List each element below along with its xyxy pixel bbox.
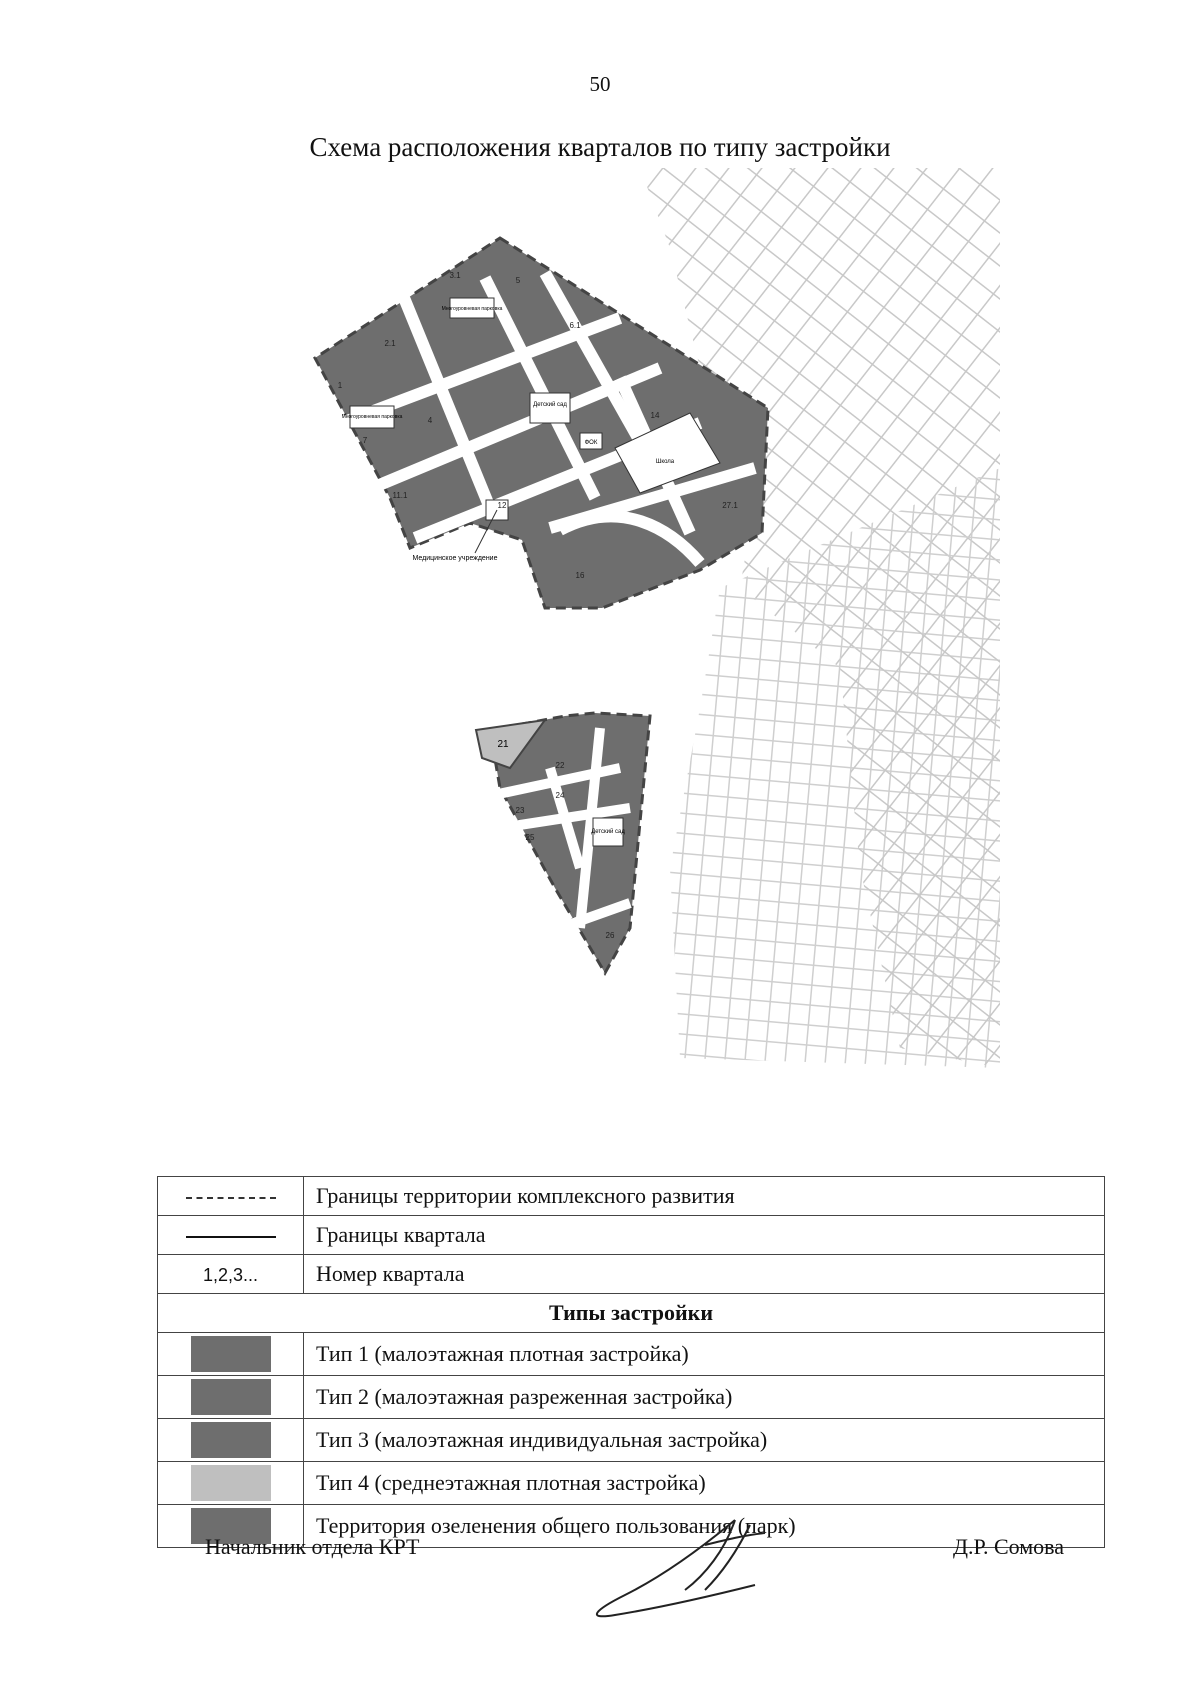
block-number: 1	[337, 381, 343, 390]
block-number: 2.1	[384, 339, 396, 348]
block-number: 3.1	[449, 271, 461, 280]
block-number: 23	[515, 806, 525, 815]
block-number: 27.1	[722, 501, 738, 510]
legend-label: Тип 3 (малоэтажная индивидуальная застройка)	[304, 1419, 1105, 1462]
legend-label: Границы территории комплексного развития	[304, 1177, 1105, 1216]
block-number: 25	[525, 833, 535, 842]
map-canvas	[200, 168, 1000, 1168]
legend-row	[158, 1419, 1105, 1462]
block-number: 12	[497, 501, 507, 510]
solid-line-symbol	[186, 1236, 276, 1238]
legend-row	[158, 1462, 1105, 1505]
legend-row	[158, 1255, 1105, 1294]
legend-label: Тип 1 (малоэтажная плотная застройка)	[304, 1333, 1105, 1376]
south-development-area	[476, 713, 650, 973]
legend-types-header: Типы застройки	[158, 1294, 1105, 1333]
block-number: 14	[650, 411, 660, 420]
signature	[585, 1515, 785, 1625]
legend-label: Тип 4 (среднеэтажная плотная застройка)	[304, 1462, 1105, 1505]
block-number: 16	[575, 571, 585, 580]
map	[200, 168, 1000, 1168]
legend-label: Границы квартала	[304, 1216, 1105, 1255]
kindergarten-north-label: Детский сад	[533, 402, 567, 408]
legend-label: Территория озеленения общего пользования (парк)	[304, 1505, 1105, 1548]
block-number: 24	[555, 791, 565, 800]
block-number: 7	[362, 436, 368, 445]
legend-row	[158, 1333, 1105, 1376]
fok-label: ФОК	[584, 440, 598, 446]
page-number: 50	[589, 72, 611, 96]
type2-swatch	[191, 1379, 271, 1415]
parking-2-label: Многоуровневая парковка	[341, 414, 403, 420]
block-number: 22	[555, 761, 565, 770]
dashed-line-symbol	[186, 1197, 276, 1199]
type4-swatch	[191, 1465, 271, 1501]
block-number: 26	[605, 931, 615, 940]
type3-swatch	[191, 1422, 271, 1458]
number-sample: 1,2,3...	[202, 1265, 259, 1285]
kindergarten-north-plot	[530, 393, 570, 423]
legend-row	[158, 1376, 1105, 1419]
block-number: 11.1	[392, 491, 408, 500]
legend-label: Тип 2 (малоэтажная разреженная застройка)	[304, 1376, 1105, 1419]
school-label: Школа	[655, 459, 675, 465]
legend-types-header-row	[158, 1294, 1105, 1333]
kindergarten-south-label: Детский сад	[591, 829, 625, 835]
signer-position: Начальник отдела КРТ	[205, 1534, 420, 1559]
block-number: 4	[427, 416, 433, 425]
page-title: Схема расположения кварталов по типу застройки	[309, 132, 891, 162]
parking-1-label: Многоуровневая парковка	[441, 306, 503, 312]
medical-label: Медицинское учреждение	[412, 555, 498, 562]
legend-label: Номер квартала	[304, 1255, 1105, 1294]
type1-swatch	[191, 1336, 271, 1372]
legend-row	[158, 1216, 1105, 1255]
legend-table	[157, 1176, 1105, 1548]
block-number: 5	[515, 276, 521, 285]
legend-row	[158, 1177, 1105, 1216]
signer-name: Д.Р. Сомова	[953, 1534, 1065, 1559]
block-number: 21	[497, 739, 509, 750]
block-number: 6.1	[569, 321, 581, 330]
